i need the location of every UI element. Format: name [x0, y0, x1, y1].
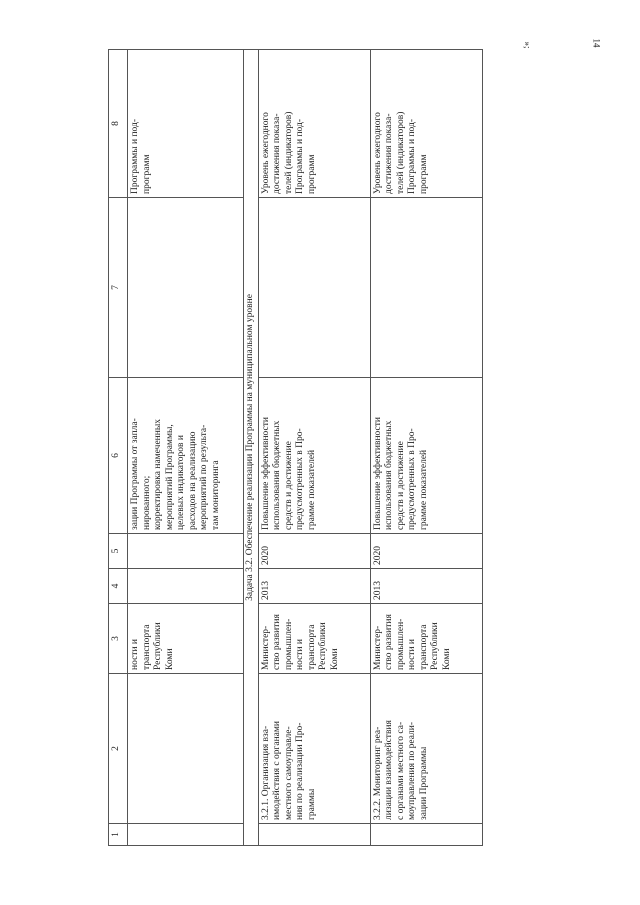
cell-start-year — [128, 569, 244, 604]
cell-executor: Министер- ство развития промышлен- ности и транспорта Республики Коми — [370, 604, 482, 674]
cell-indicators: Уровень ежегодного достижения показа- телей (индикаторов) Программы и под- программ — [258, 50, 370, 198]
task-heading-row — [244, 50, 259, 846]
cell-end-year: 2020 — [258, 534, 370, 569]
cell-indicators: Уровень ежегодного достижения показа- телей (индикаторов) Программы и под- программ — [370, 50, 482, 198]
cell-end-year — [128, 534, 244, 569]
table-row — [258, 50, 370, 846]
rotated-table-container — [108, 50, 525, 846]
column-header-2: 2 — [109, 674, 128, 824]
table-row — [370, 50, 482, 846]
continuation-row — [128, 50, 244, 846]
cell-consequences — [370, 198, 482, 378]
cell-activity: 3.2.1. Организация вза- имодействия с органами местного самоуправле- ния по реализации Про- граммы — [258, 674, 370, 824]
cell-number — [128, 824, 244, 846]
cell-start-year: 2013 — [258, 569, 370, 604]
program-table — [108, 49, 483, 846]
cell-executor: Министер- ство развития промышлен- ности и транспорта Республики Коми — [258, 604, 370, 674]
column-header-1: 1 — [109, 824, 128, 846]
cell-indicators: Программы и под- программ — [128, 50, 244, 198]
cell-consequences — [128, 198, 244, 378]
cell-number — [370, 824, 482, 846]
cell-result: Повышение эффективности использования бюджетных средств и достижение предусмотренных в Про- грамме показателей — [258, 378, 370, 534]
column-header-8: 8 — [109, 50, 128, 198]
cell-result: зации Программы от запла- нированного; корректировка намеченных мероприятий Программы, целевых индикаторов и расходов на реализацию мероприятий по результа- там мониторинга — [128, 378, 244, 534]
column-header-5: 5 — [109, 534, 128, 569]
column-header-7: 7 — [109, 198, 128, 378]
page-number: 14 — [591, 38, 602, 48]
column-header-3: 3 — [109, 604, 128, 674]
cell-consequences — [258, 198, 370, 378]
cell-activity — [128, 674, 244, 824]
cell-activity: 3.2.2. Мониторинг реа- лизации взаимодействия с органами местного са- моуправления по реали- зации Программы — [370, 674, 482, 824]
task-heading: Задача 3.2. Обеспечение реализации Программы на муниципальном уровне — [244, 50, 259, 846]
header-row — [109, 50, 128, 846]
cell-end-year: 2020 — [370, 534, 482, 569]
column-header-6: 6 — [109, 378, 128, 534]
closing-quote-mark: »; — [522, 41, 533, 49]
column-header-4: 4 — [109, 569, 128, 604]
cell-number — [258, 824, 370, 846]
cell-result: Повышение эффективности использования бюджетных средств и достижение предусмотренных в Про- грамме показателей — [370, 378, 482, 534]
cell-executor: ности и транспорта Республики Коми — [128, 604, 244, 674]
cell-start-year: 2013 — [370, 569, 482, 604]
